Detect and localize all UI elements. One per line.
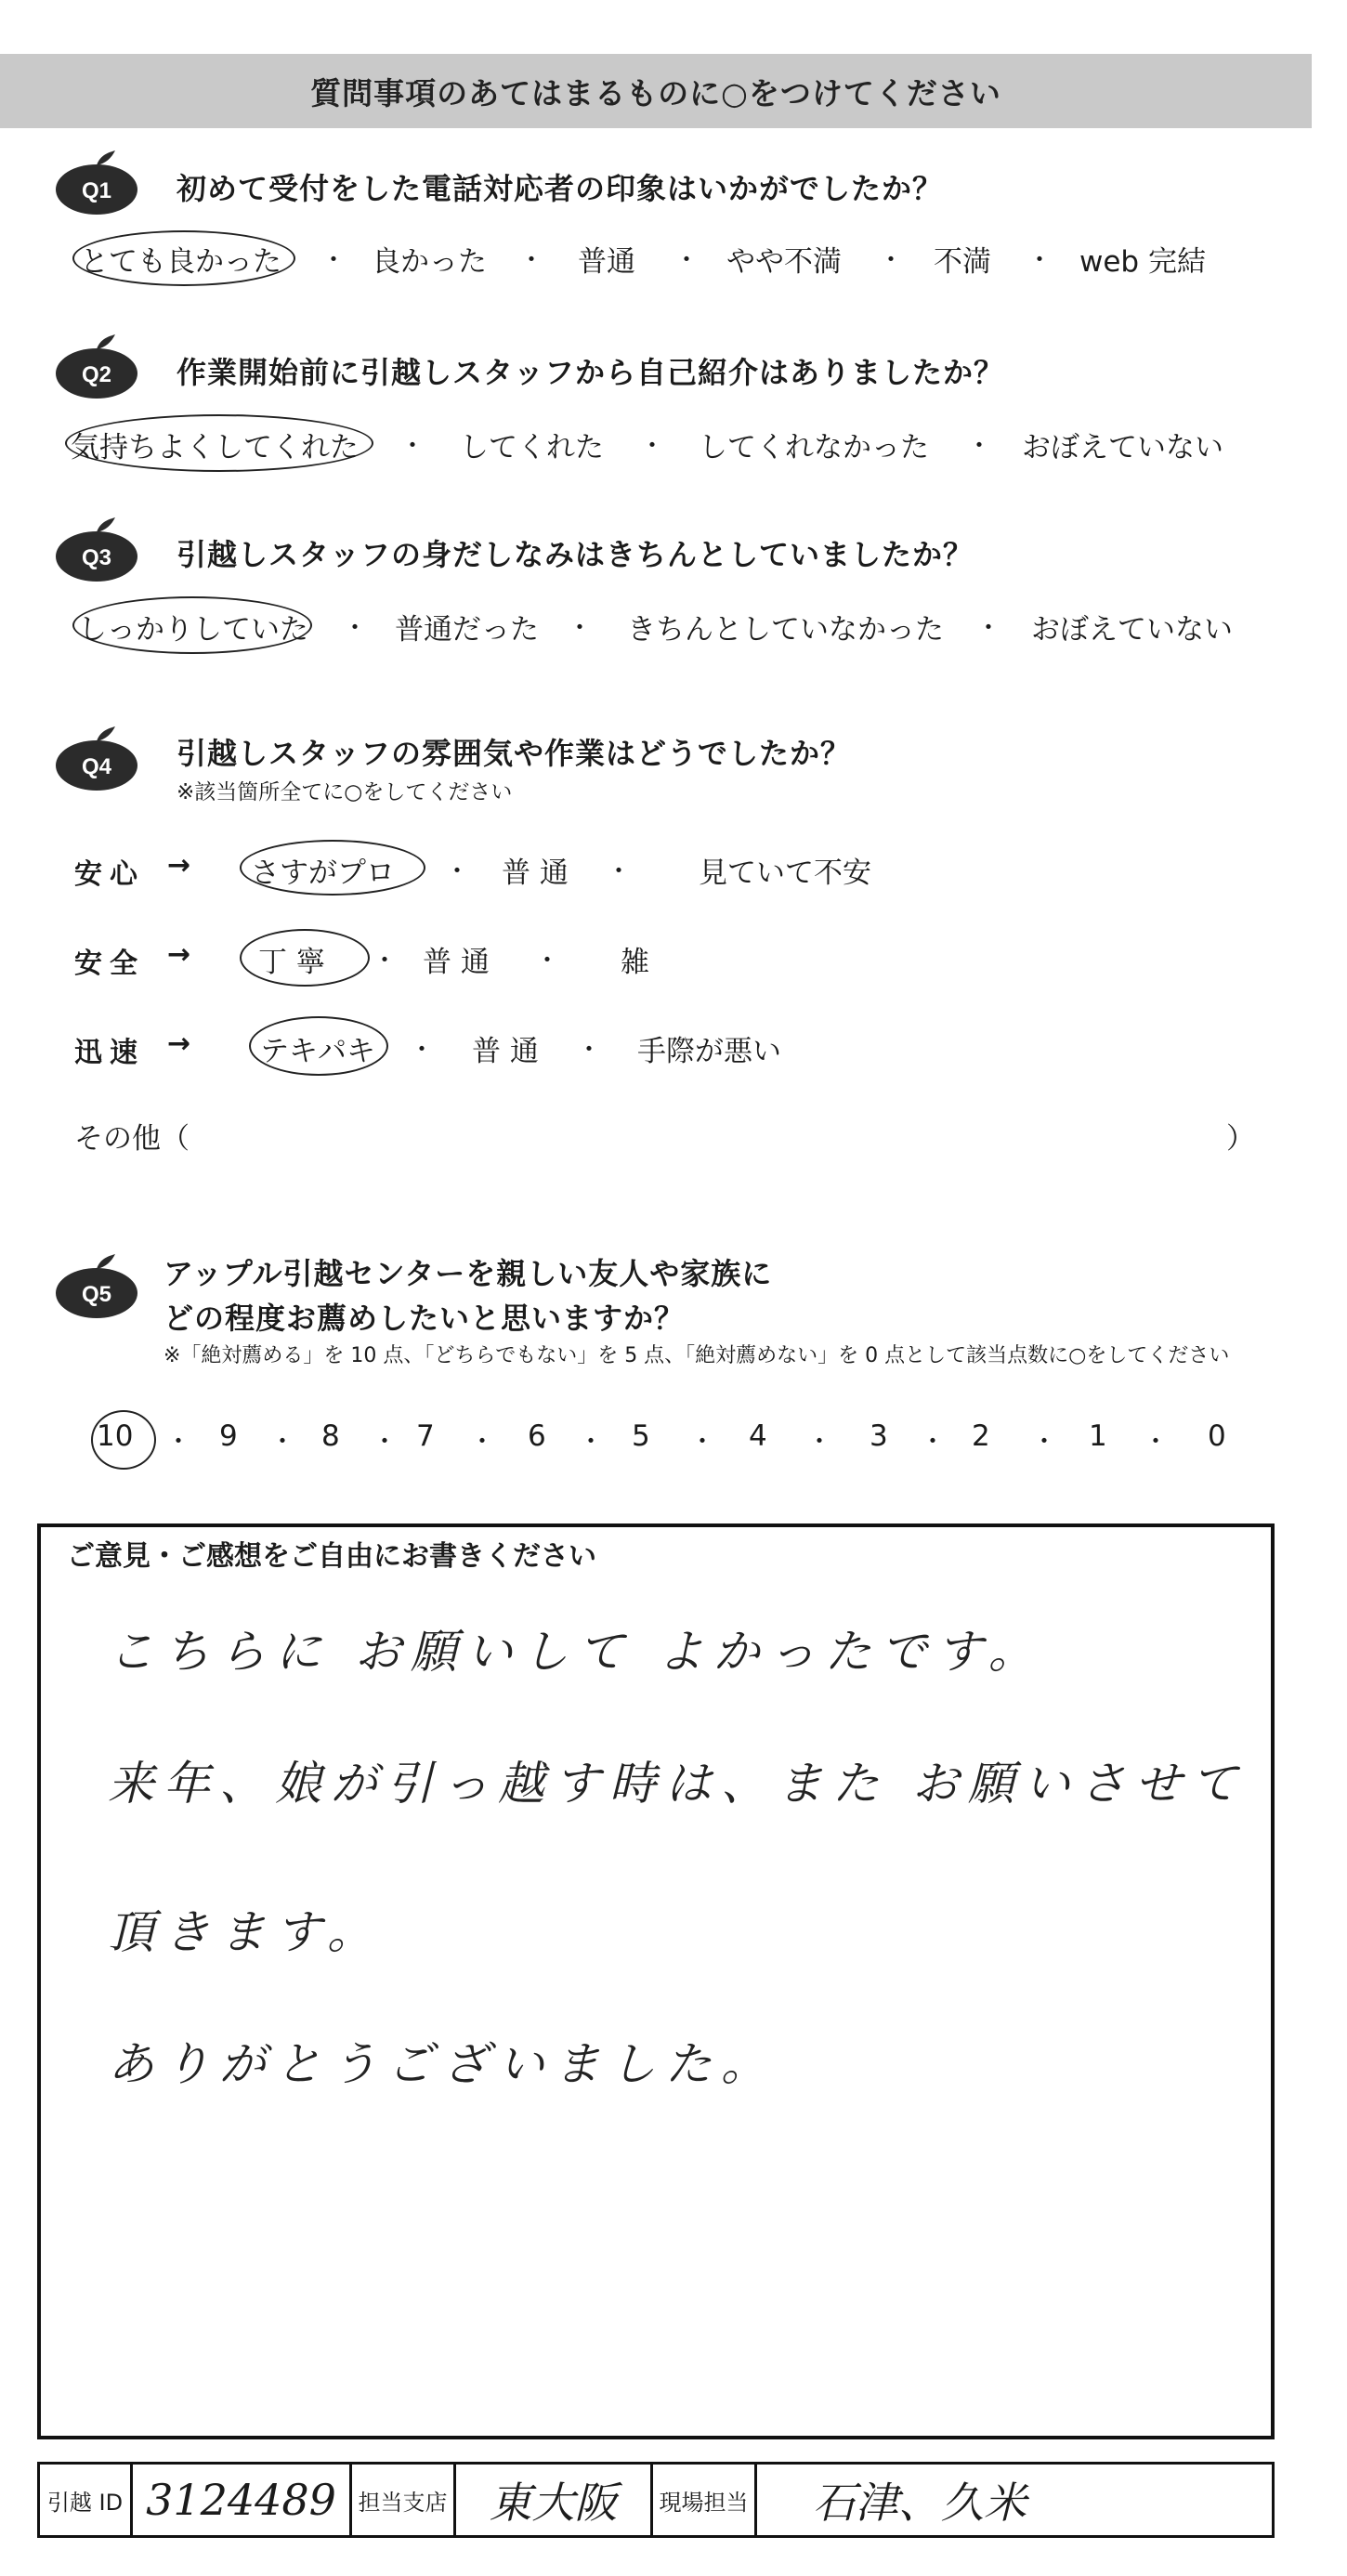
q2-option[interactable]: 気持ちよくしてくれた — [71, 431, 359, 464]
comments-title: ご意見・ご感想をご自由にお書きください — [67, 1540, 596, 1573]
q1-option[interactable]: 普通 — [578, 245, 635, 279]
q1-option[interactable]: 不満 — [934, 245, 991, 279]
footer-table — [37, 2462, 1275, 2538]
q4-option[interactable]: 普 通 — [502, 856, 569, 890]
q4-other-close: ） — [1226, 1122, 1255, 1156]
q4-option[interactable]: さすがプロ — [251, 856, 395, 890]
q4-option[interactable]: 丁 寧 — [258, 946, 325, 979]
q2-options: 気持ちよくしてくれた ・ してくれた ・ してくれなかった ・ おぼえていない — [0, 424, 1301, 470]
comment-line: 来年、娘が引っ越す時は、また お願いさせて — [108, 1757, 1247, 1811]
q3-question: 引越しスタッフの身だしなみはきちんとしていましたか？ — [177, 537, 974, 572]
instruction-header — [0, 54, 1312, 128]
q4-option[interactable]: 見ていて不安 — [699, 856, 871, 890]
score-7[interactable]: 7 — [416, 1419, 435, 1453]
q3-option[interactable]: きちんとしていなかった — [627, 613, 944, 647]
q4-row-anzen: 安全 → 丁 寧 ・ 普 通 ・ 雑 — [0, 936, 1301, 988]
score-3[interactable]: 3 — [870, 1419, 888, 1453]
staff-label: 現場担当 — [653, 2465, 757, 2535]
q4-option[interactable]: 普 通 — [423, 946, 490, 979]
q3-badge-icon — [54, 516, 139, 582]
q3-option[interactable]: 普通だった — [395, 613, 539, 647]
id-label: 引越 ID — [40, 2465, 133, 2535]
arrow-icon: → — [167, 938, 191, 971]
q1-option[interactable]: web 完結 — [1079, 245, 1206, 279]
q3-options: しっかりしていた ・ 普通だった ・ きちんとしていなかった ・ おぼえていない — [0, 606, 1301, 652]
q5-question-line2: どの程度お薦めしたいと思いますか？ — [163, 1301, 686, 1336]
id-value: 3124489 — [133, 2465, 352, 2535]
comment-line: 頂きます。 — [108, 1905, 383, 1959]
q4-other-label: その他（ — [74, 1122, 190, 1156]
comment-line: こちらに お願いして よかったです。 — [108, 1625, 1044, 1679]
q4-option[interactable]: 普 通 — [472, 1035, 539, 1068]
q4-option[interactable]: 手際が悪い — [637, 1035, 781, 1068]
q2-option[interactable]: してくれた — [460, 431, 604, 464]
q4-option[interactable]: 雑 — [621, 946, 649, 979]
q1-option[interactable]: とても良かった — [80, 245, 281, 279]
instruction-title: 質問事項のあてはまるものに○をつけてください — [310, 74, 1001, 111]
q4-badge-icon — [54, 725, 139, 791]
arrow-icon: → — [167, 1027, 191, 1060]
score-2[interactable]: 2 — [972, 1419, 990, 1453]
q4-question: 引越しスタッフの雰囲気や作業はどうでしたか？ — [177, 736, 852, 771]
comment-line: ありがとうございました。 — [108, 2037, 777, 2091]
q4-row-jinsoku: 迅速 → テキパキ ・ 普 通 ・ 手際が悪い — [0, 1026, 1301, 1078]
q5-score-scale: 10 ・ 9 ・ 8 ・ 7 ・ 6 ・ 5 ・ 4 ・ 3 ・ 2 ・ 1 ・ 0 — [0, 1419, 1301, 1471]
q1-question: 初めて受付をした電話対応者の印象はいかがでしたか？ — [177, 171, 944, 206]
score-5[interactable]: 5 — [632, 1419, 650, 1453]
q4-row-label: 安全 — [74, 948, 145, 980]
q4-row-anshin: 安心 → さすがプロ ・ 普 通 ・ 見ていて不安 — [0, 847, 1301, 899]
q4-option[interactable]: テキパキ — [260, 1035, 375, 1068]
score-6[interactable]: 6 — [528, 1419, 546, 1453]
q5-question-line1: アップル引越センターを親しい友人や家族に — [163, 1256, 773, 1291]
q4-row-label: 安心 — [74, 858, 145, 891]
q1-option[interactable]: 良かった — [372, 245, 487, 279]
q5-badge-icon — [54, 1252, 139, 1319]
q1-option[interactable]: やや不満 — [726, 245, 842, 279]
q5-badge-label: Q5 — [81, 1282, 112, 1307]
score-8[interactable]: 8 — [321, 1419, 340, 1453]
q4-badge-label: Q4 — [81, 754, 112, 779]
branch-label: 担当支店 — [352, 2465, 456, 2535]
q4-note: ※該当箇所全てに○をしてください — [177, 780, 513, 804]
q1-options: とても良かった ・ 良かった ・ 普通 ・ やや不満 ・ 不満 ・ web 完結 — [0, 238, 1301, 284]
q5-note: ※「絶対薦める」を 10 点、「どちらでもない」を 5 点、「絶対薦めない」を 0 点として該当点数に○をしてください — [163, 1344, 1230, 1367]
q1-badge-icon — [54, 149, 139, 216]
q3-badge-label: Q3 — [81, 545, 112, 570]
score-4[interactable]: 4 — [749, 1419, 767, 1453]
q4-row-label: 迅速 — [74, 1037, 145, 1069]
q1-badge-label: Q1 — [81, 178, 112, 203]
score-9[interactable]: 9 — [219, 1419, 238, 1453]
q3-option[interactable]: しっかりしていた — [78, 613, 308, 647]
q2-badge-icon — [54, 333, 139, 399]
score-0[interactable]: 0 — [1208, 1419, 1226, 1453]
q3-option[interactable]: おぼえていない — [1031, 613, 1233, 647]
score-10[interactable]: 10 — [97, 1419, 134, 1453]
q2-option[interactable]: してくれなかった — [699, 431, 929, 464]
staff-value: 石津、久米 — [813, 2478, 1027, 2528]
q2-option[interactable]: おぼえていない — [1022, 431, 1223, 464]
branch-value: 東大阪 — [456, 2465, 653, 2535]
score-1[interactable]: 1 — [1089, 1419, 1107, 1453]
q2-question: 作業開始前に引越しスタッフから自己紹介はありましたか？ — [177, 355, 1005, 390]
arrow-icon: → — [167, 849, 191, 882]
q2-badge-label: Q2 — [81, 362, 112, 387]
